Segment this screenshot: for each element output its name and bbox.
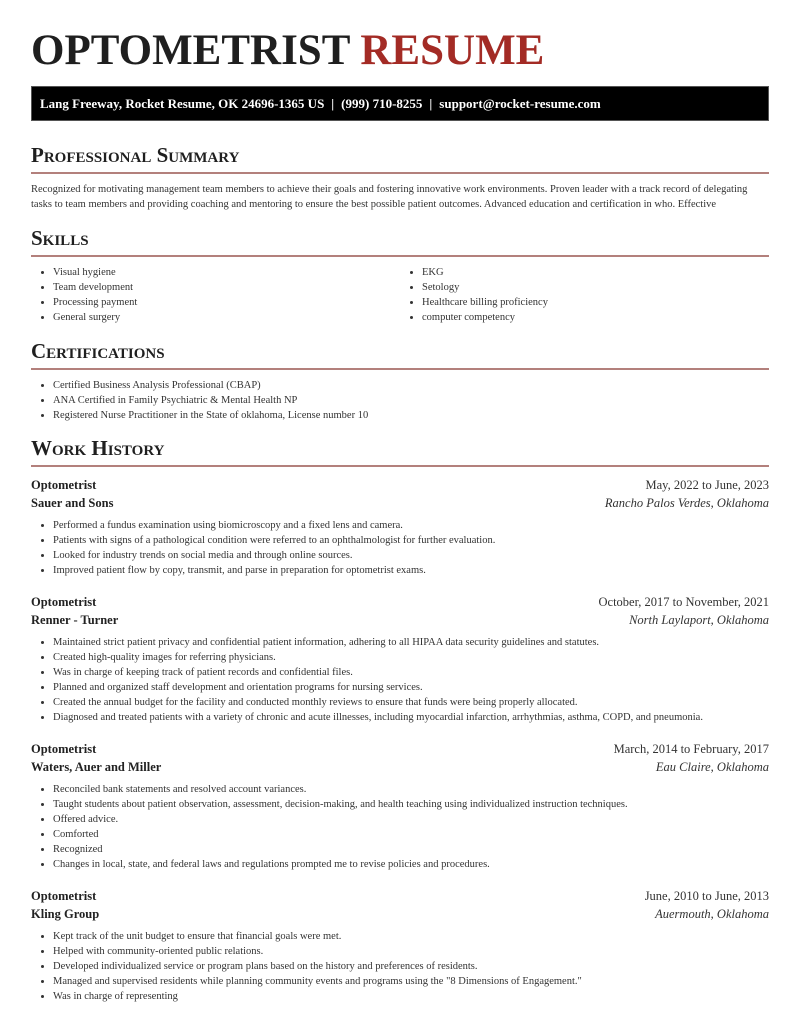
skills-heading: Skills xyxy=(31,226,769,257)
job-bullet: • Helped with community-oriented public relations. xyxy=(53,944,769,959)
job-bullet: • Kept track of the unit budget to ensure that financial goals were met. xyxy=(53,929,769,944)
job-company-row xyxy=(31,611,769,629)
job-title: Optometrist xyxy=(31,595,97,609)
job-company: Sauer and Sons xyxy=(31,496,114,510)
job-bullets xyxy=(31,518,769,578)
contact-bar xyxy=(31,86,769,121)
summary-text: Recognized for motivating management team members to achieve their goals and fostering innovative work environments. Proven leader with a track record of delegating tasks to team members and providing coaching and mentoring to ensure the best possible patient outcomes. Advanced education and certification in who. Effective xyxy=(31,184,748,210)
job-title: Optometrist xyxy=(31,889,97,903)
job-company: Renner - Turner xyxy=(31,613,119,627)
job-company: Kling Group xyxy=(31,907,100,921)
resume-title xyxy=(31,0,769,76)
job-bullet: • Was in charge of representing xyxy=(53,989,769,1004)
job-bullet: • Changes in local, state, and federal laws and regulations prompted me to revise policies and procedures. xyxy=(53,857,769,872)
job-bullet: • Developed individualized service or program plans based on the history and preferences of residents. xyxy=(53,959,769,974)
title-main: OPTOMETRIST xyxy=(31,27,350,74)
job-header-row xyxy=(31,593,769,611)
job-company-row xyxy=(31,494,769,512)
contact-phone: (999) 710-8255 xyxy=(341,96,423,111)
job-title: Optometrist xyxy=(31,742,97,756)
job-bullet: • Taught students about patient observation, assessment, decision-making, and health teaching using individualized instruction techniques. xyxy=(53,797,769,812)
job-header-row xyxy=(31,740,769,758)
job-entry xyxy=(31,740,769,872)
work-history-section xyxy=(31,436,769,1004)
job-bullets xyxy=(31,929,769,1004)
job-entry xyxy=(31,593,769,725)
skills-grid xyxy=(31,265,769,325)
job-bullets xyxy=(31,635,769,725)
job-bullet: • Created the annual budget for the facility and conducted monthly reviews to ensure that funds were being properly allocated. xyxy=(53,695,769,710)
skill-item: • computer competency xyxy=(422,310,769,325)
skill-item: • Team development xyxy=(53,280,400,295)
contact-separator: | xyxy=(429,96,433,111)
certifications-heading: Certifications xyxy=(31,339,769,370)
job-bullet: • Looked for industry trends on social media and through online sources. xyxy=(53,548,769,563)
job-dates: March, 2014 to February, 2017 xyxy=(613,742,769,756)
skill-item: • Visual hygiene xyxy=(53,265,400,280)
job-header-row xyxy=(31,887,769,905)
job-location: North Laylaport, Oklahoma xyxy=(629,613,769,627)
job-bullet: • Performed a fundus examination using biomicroscopy and a fixed lens and camera. xyxy=(53,518,769,533)
certifications-section xyxy=(31,339,769,423)
job-location: Rancho Palos Verdes, Oklahoma xyxy=(604,496,769,510)
job-location: Eau Claire, Oklahoma xyxy=(655,760,769,774)
certifications-list xyxy=(31,378,769,423)
job-dates: June, 2010 to June, 2013 xyxy=(644,889,769,903)
skills-section xyxy=(31,226,769,325)
job-dates: May, 2022 to June, 2023 xyxy=(645,478,769,492)
job-bullet: • Recognized xyxy=(53,842,769,857)
job-company-row xyxy=(31,905,769,923)
certification-item: • ANA Certified in Family Psychiatric & Mental Health NP xyxy=(53,393,769,408)
skills-list-right xyxy=(400,265,769,325)
job-entry xyxy=(31,476,769,578)
job-bullet: • Patients with signs of a pathological condition were referred to an ophthalmologist for further evaluation. xyxy=(53,533,769,548)
job-bullet: • Was in charge of keeping track of patient records and confidential files. xyxy=(53,665,769,680)
job-entry xyxy=(31,887,769,1004)
job-company: Waters, Auer and Miller xyxy=(31,760,162,774)
skills-list-left xyxy=(31,265,400,325)
skill-item: • General surgery xyxy=(53,310,400,325)
summary-section xyxy=(31,143,769,212)
job-bullets xyxy=(31,782,769,872)
skill-item: • Processing payment xyxy=(53,295,400,310)
skill-item: • EKG xyxy=(422,265,769,280)
skill-item: • Healthcare billing proficiency xyxy=(422,295,769,310)
title-accent: RESUME xyxy=(360,27,545,74)
contact-address: Lang Freeway, Rocket Resume, OK 24696-1365 US xyxy=(40,96,325,111)
work-history-heading: Work History xyxy=(31,436,769,467)
job-bullet: • Maintained strict patient privacy and confidential patient information, adhering to all HIPAA data security guidelines and statutes. xyxy=(53,635,769,650)
job-bullet: • Reconciled bank statements and resolved account variances. xyxy=(53,782,769,797)
skill-item: • Setology xyxy=(422,280,769,295)
contact-separator: | xyxy=(331,96,335,111)
job-bullet: • Offered advice. xyxy=(53,812,769,827)
job-header-row xyxy=(31,476,769,494)
contact-email[interactable]: support@rocket-resume.com xyxy=(439,96,601,111)
job-bullet: • Diagnosed and treated patients with a variety of chronic and acute illnesses, including myocardial infarction, arrhythmias, asthma, COPD, and pneumonia. xyxy=(53,710,769,725)
job-bullet: • Planned and organized staff development and orientation programs for nursing services. xyxy=(53,680,769,695)
summary-heading: Professional Summary xyxy=(31,143,769,174)
job-title: Optometrist xyxy=(31,478,97,492)
job-bullet: • Created high-quality images for referring physicians. xyxy=(53,650,769,665)
job-company-row xyxy=(31,758,769,776)
job-dates: October, 2017 to November, 2021 xyxy=(598,595,769,609)
certification-item: • Certified Business Analysis Professional (CBAP) xyxy=(53,378,769,393)
certification-item: • Registered Nurse Practitioner in the State of oklahoma, License number 10 xyxy=(53,408,769,423)
job-bullet: • Comforted xyxy=(53,827,769,842)
job-location: Auermouth, Oklahoma xyxy=(655,907,769,921)
job-bullet: • Managed and supervised residents while planning community events and programs using the "8 Dimensions of Engagement." xyxy=(53,974,769,989)
job-bullet: • Improved patient flow by copy, transmit, and parse in preparation for optometrist exams. xyxy=(53,563,769,578)
